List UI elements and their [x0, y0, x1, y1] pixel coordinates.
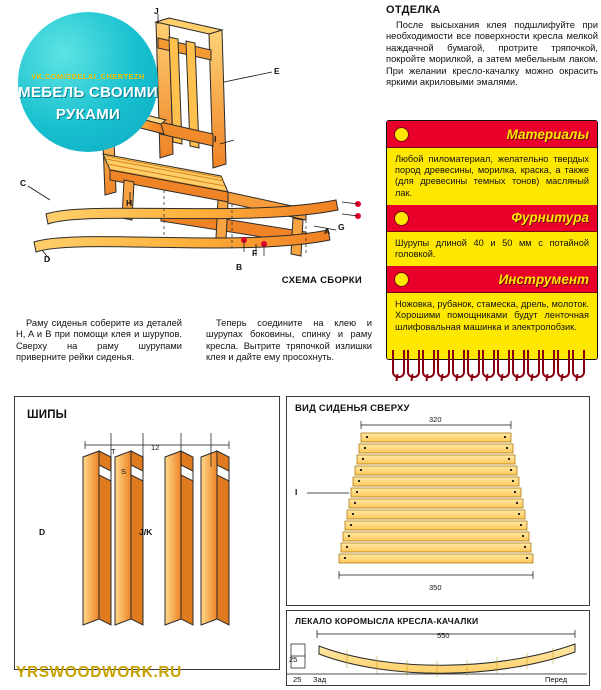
finish-section — [386, 4, 598, 87]
callout-C: C — [20, 178, 27, 188]
callout-H: H — [126, 198, 133, 208]
notecard-header-materials — [387, 121, 597, 148]
finish-paragraph: После высыхания клея подшлифуйте при необходимости все поверхности кресла мелкой наждачной бумагой, протрите тряпочкой, покройте морилкой, а затем мебельным лаком. При желании кресло-качалку можно окрасить яркими акриловыми эмалями. — [386, 19, 598, 88]
rocker-template-title: ЛЕКАЛО КОРОМЫСЛА КРЕСЛА-КАЧАЛКИ — [295, 616, 479, 626]
seat-topview-svg — [287, 417, 587, 603]
badge-line-1: МЕБЕЛЬ СВОИМИ — [18, 84, 158, 101]
callout-I: I — [214, 134, 217, 144]
notecard-text-tools: Ножовка, рубанок, стамеска, дрель, молоток. Хорошими помощниками будут ленточная шлифовальная машинка и электролобзик. — [395, 299, 589, 332]
assembly-caption: СХЕМА СБОРКИ — [281, 275, 362, 286]
bullet-dot-icon — [394, 127, 409, 142]
rocker-label-back: Зад — [313, 675, 327, 684]
rocker-scale-note: 25 — [293, 675, 302, 684]
callout-B: B — [236, 262, 243, 272]
callout-F: F — [252, 248, 258, 258]
topview-label-I: I — [295, 487, 298, 497]
rocker-template-panel — [286, 610, 590, 686]
bullet-dot-icon — [394, 272, 409, 287]
instructions-col-right: Теперь соедините на клею и шурупах боковины, спинку и раму кресла. Вытрите тряпочкой излишки клея и дайте ему просохнуть. — [206, 318, 372, 362]
topview-dim-350: 350 — [429, 583, 442, 592]
joint-label-D: D — [39, 527, 46, 537]
topview-dim-320: 320 — [429, 415, 442, 424]
joint-dim-12: 12 — [151, 443, 160, 452]
seat-topview-title: ВИД СИДЕНЬЯ СВЕРХУ — [295, 403, 410, 414]
joints-panel-title: ШИПЫ — [27, 409, 68, 421]
callout-J: J — [154, 6, 159, 16]
notecard-title-hardware: Фурнитура — [511, 210, 589, 226]
rocker-dim-25: 25 — [289, 655, 298, 664]
instructions-col-left: Раму сиденья соберите из деталей H, A и B при помощи клея и шурупов. Сверху на раму шурупами приверните рейки сиденья. — [16, 318, 182, 362]
joints-svg — [15, 417, 277, 667]
badge-site-label: VK.COM/SDELAI_CHERTEZH — [31, 72, 145, 81]
joints-panel — [14, 396, 280, 670]
notecard-sheet — [386, 120, 598, 360]
rocker-dim-550: 550 — [437, 631, 450, 640]
rocker-label-front: Перед — [545, 675, 568, 684]
brand-badge — [18, 12, 158, 152]
callout-E: E — [274, 66, 280, 76]
instructions-columns — [16, 318, 372, 380]
notecard-title-materials: Материалы — [506, 126, 589, 142]
callout-G: G — [338, 222, 345, 232]
joint-dim-S: S — [121, 467, 127, 476]
seat-topview-panel — [286, 396, 590, 606]
callout-D: D — [44, 254, 51, 264]
finish-heading: ОТДЕЛКА — [386, 4, 441, 16]
notecard-title-tools: Инструмент — [498, 271, 589, 287]
callout-A: A — [324, 226, 331, 236]
notecard-header-hardware — [387, 205, 597, 232]
notecard-header-tools — [387, 266, 597, 293]
joint-dim-T: T — [111, 447, 116, 456]
bullet-dot-icon — [394, 211, 409, 226]
materials-notecard — [386, 120, 596, 380]
joint-label-JK: J/K — [139, 527, 153, 537]
badge-line-2: РУКАМИ — [55, 106, 121, 123]
notecard-text-hardware: Шурупы длиной 40 и 50 мм с потайной головкой. — [395, 237, 589, 260]
site-watermark: YRSWOODWORK.RU — [16, 664, 182, 681]
notecard-text-materials: Любой пиломатериал, желательно твердых пород древесины, морилка, краска, а также (для древесины темных тонов) масляный лак. — [395, 154, 589, 198]
spiral-binding — [386, 350, 596, 384]
